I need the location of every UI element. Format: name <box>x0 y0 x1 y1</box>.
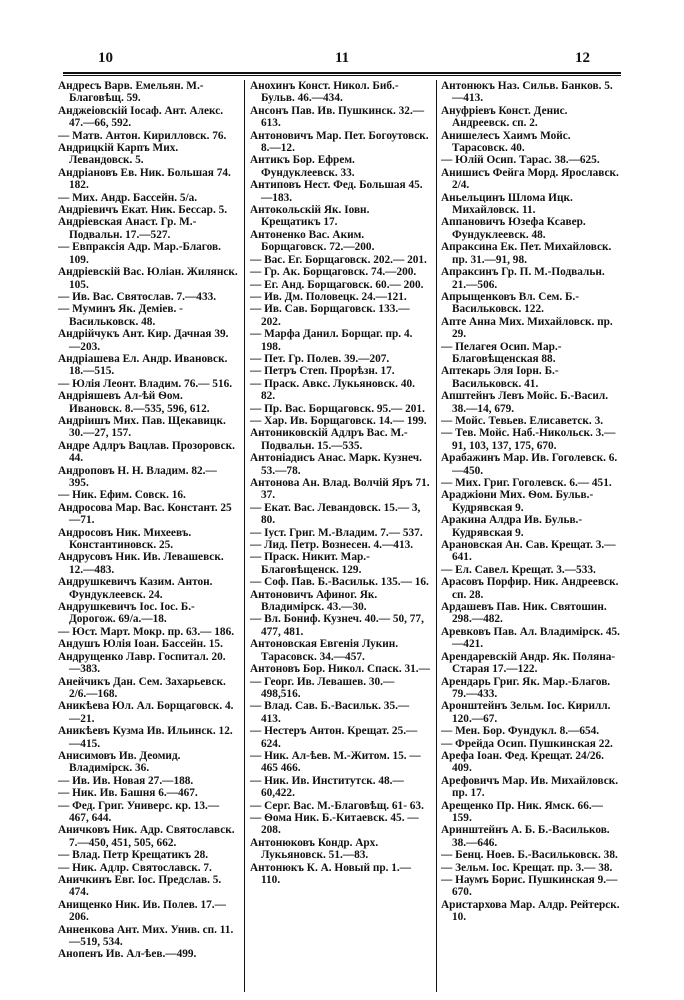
directory-entry: Аревковъ Пав. Ал. Владимірск. 45.—421. <box>441 625 620 651</box>
directory-column-middle <box>250 80 430 995</box>
directory-entry: — Юлія Леонт. Владим. 76.— 516. <box>58 377 233 390</box>
directory-entry: Аникѣева Юл. Ал. Борщаговск. 4. —21. <box>58 700 234 725</box>
page-number-header <box>0 0 684 70</box>
directory-entry: — Марфа Данил. Борщаг. пр. 4. 198. <box>250 328 413 353</box>
directory-entry: — Вас. Ег. Борщаговск. 202.— 201. <box>250 253 427 266</box>
directory-entry: — Гр. Ак. Борщаговск. 74.—200. <box>250 266 417 279</box>
directory-entry: — Пет. Гр. Полев. 39.—207. <box>250 352 390 365</box>
directory-entry: Андріяшевъ Ал-ѣй Ѳом. Ивановск. 8.—535, 596, 612. <box>58 390 210 415</box>
directory-entry: Аничковъ Ник. Адр. Святославск. 7.—450, 451, 505, 662. <box>58 824 235 849</box>
directory-entry: — Праск. Никит. Мар.-Благовѣщенск. 129. <box>250 551 370 576</box>
directory-entry: Андрущенко Лавр. Госпитал. 20. —383. <box>58 650 226 676</box>
directory-column-right <box>441 80 621 995</box>
directory-entry: — Ѳома Ник. Б.-Китаевск. 45. —208. <box>250 811 419 837</box>
directory-entry: Ануфріевъ Конст. Денис. Андреевск. сп. 2. <box>441 104 568 130</box>
directory-entry: Анджеіовскій Іосаф. Ант. Алекс. 47.—66, 592. <box>58 104 224 130</box>
directory-entry: Антоновъ Бор. Никол. Спаск. 31.— <box>250 663 430 676</box>
directory-entry: Андре Адлръ Вацлав. Прозоровск. 44. <box>58 439 235 465</box>
directory-entry: Андрійчукъ Ант. Кир. Дачная 39. —203. <box>58 328 229 353</box>
directory-entry: — Хар. Ив. Борщаговск. 14.— 199. <box>250 414 427 427</box>
directory-entry: Апте Анна Мих. Михайловск. пр. 29. <box>441 315 613 341</box>
directory-entry: Антикъ Бор. Ефрем. Фундуклеевск. 33. <box>250 154 355 179</box>
directory-entry: Андріишъ Мих. Пав. Щекавицк. 30.—27, 157. <box>58 414 226 440</box>
directory-entry: Аронштейнъ Зельм. Іос. Кирилл. 120.—67. <box>441 700 611 725</box>
directory-entry: Арановская Ан. Сав. Крещат. 3.—641. <box>441 539 616 564</box>
directory-entry: — Мих. Андр. Бассейн. 5/а. <box>58 191 198 204</box>
directory-entry: — Фрейда Осип. Пушкинская 22. <box>441 737 613 750</box>
directory-entry: Андрушкевичъ Іос. Іос. Б.-Дорогож. 69/а.—18. <box>58 601 195 626</box>
page-number-right: 12 <box>575 50 590 66</box>
directory-entry: Арефа Іоан. Фед. Крещат. 24/26. 409. <box>441 749 604 775</box>
directory-entry: Антониковскій Адлръ Вас. М.-Подвальн. 15.—535. <box>250 427 408 452</box>
directory-entry: — Наумъ Борис. Пушкинская 9.—670. <box>441 874 618 899</box>
directory-entry: Андріевскій Вас. Юліан. Жилянск. 105. <box>58 266 238 291</box>
directory-entry: — Бенц. Ноев. Б.-Васильковск. 38. <box>441 849 618 862</box>
directory-entry: Антоновичъ Афиног. Як. Владимірск. 43.—30. <box>250 588 378 614</box>
directory-entry: — Екат. Вас. Левандовск. 15.— 3, 80. <box>250 501 421 527</box>
directory-entry: — Праск. Авкс. Лукьяновск. 40. 82. <box>250 377 415 403</box>
directory-entry: — Пелагея Осип. Мар.-Благовѣщенская 88. <box>441 340 562 365</box>
column-divider <box>436 80 437 992</box>
directory-entry: Аптекарь Эля Іорн. Б.-Васильковск. 41. <box>441 365 559 390</box>
directory-entry: — Ник. Ив. Башня 6.—467. <box>58 787 198 800</box>
directory-entry: — Фед. Григ. Универс. кр. 13.— 467, 644. <box>58 799 220 824</box>
directory-entry: Андріановъ Ев. Ник. Большая 74. 182. <box>58 166 231 192</box>
directory-entry: Андріашева Ел. Андр. Ивановск. 18.—515. <box>58 352 228 378</box>
directory-entry: Андрицкій Карпъ Мих. Левандовск. 5. <box>58 142 179 167</box>
directory-entry: — Тев. Мойс. Наб.-Никольск. 3.—91, 103, 137, 175, 670. <box>441 427 616 452</box>
directory-entry: Андросовъ Ник. Михеевъ. Константиновск. 25. <box>58 526 192 552</box>
directory-entry: — Нестеръ Антон. Крещат. 25.— 624. <box>250 725 418 750</box>
directory-entry: Аристархова Мар. Алдр. Рейтерск. 10. <box>441 898 620 924</box>
page-number-left: 10 <box>98 50 113 66</box>
page-number-center: 11 <box>335 50 350 66</box>
directory-entry: — Лид. Петр. Вознесен. 4.—413. <box>250 539 414 552</box>
directory-entry: Арефовичъ Мар. Ив. Михайловск. пр. 17. <box>441 774 619 800</box>
directory-entry: Андріевская Анаст. Гр. М.-Подвальн. 17.—527. <box>58 216 197 241</box>
directory-entry: Анейчикъ Дан. Сем. Захарьевск. 2/6.—168. <box>58 675 226 700</box>
directory-entry: — Вл. Бониф. Кузнеч. 40.— 50, 77, 477, 481. <box>250 613 424 638</box>
directory-entry: — Ег. Анд. Борщаговск. 60.— 200. <box>250 278 424 291</box>
directory-entry: Арещенко Пр. Ник. Ямск. 66.— 159. <box>441 799 603 824</box>
directory-entry: Аринштейнъ А. Б. Б.-Васильков. 38.—646. <box>441 824 610 849</box>
directory-entry: Арендаревскій Андр. Як. Поляна-Старая 17.—122. <box>441 650 616 676</box>
directory-entry: Анишисъ Фейга Морд. Ярославск. 2/4. <box>441 166 619 192</box>
directory-entry: Антонюковъ Кондр. Арх. Лукьяновск. 51.—83. <box>250 836 379 862</box>
directory-entry: Андрушкевичъ Казим. Антон. Фундуклеевск. 24. <box>58 576 213 601</box>
directory-entry: Андрусовъ Ник. Ив. Левашевск. 12.—483. <box>58 551 224 576</box>
directory-entry: — Ел. Савел. Крещат. 3.—533. <box>441 563 596 576</box>
directory-entry: Андроповъ Н. Н. Владим. 82.— 395. <box>58 464 217 489</box>
directory-entry: Антоновичъ Мар. Пет. Богоутовск. 8.—12. <box>250 129 429 155</box>
directory-entry: Аничкинъ Евг. Іос. Предслав. 5. 474. <box>58 874 222 899</box>
directory-entry: Ансонъ Пав. Ив. Пушкинск. 32.— 613. <box>250 104 425 130</box>
directory-entry: Ардашевъ Пав. Ник. Святошин. 298.—482. <box>441 601 607 626</box>
directory-entry: Анненкова Ант. Мих. Унив. сп. 11.—519, 534. <box>58 923 234 949</box>
directory-entry: — Влад. Петр Крещатикъ 28. <box>58 849 209 862</box>
directory-entry: Анисимовъ Ив. Деомид. Владимірск. 36. <box>58 749 181 775</box>
directory-entry: Антиповъ Нест. Фед. Большая 45. —183. <box>250 179 423 204</box>
directory-entry: — Ив. Дм. Половецк. 24.—121. <box>250 290 407 303</box>
directory-entry: — Георг. Ив. Левашев. 30.— 498,516. <box>250 675 395 700</box>
directory-entry: — Петръ Степ. Прорѣзн. 17. <box>250 365 395 378</box>
directory-entry: Аракина Алдра Ив. Бульв.-Кудрявская 9. <box>441 514 583 539</box>
directory-entry: Аникѣевъ Кузма Ив. Ильинск. 12. —415. <box>58 725 233 750</box>
directory-entry: Аппановичъ Юзефа Ксавер. Фундуклеевск. 48. <box>441 216 586 241</box>
directory-entry: — Пр. Вас. Борщаговск. 95.— 201. <box>250 402 425 415</box>
directory-entry: — Ник. Ив. Институтск. 48.— 60,422. <box>250 774 404 800</box>
directory-entry: Антоніадисъ Анас. Марк. Кузнеч. 53.—78. <box>250 452 422 477</box>
directory-entry: — Серг. Вас. М.-Благовѣщ. 61- 63. <box>250 799 424 812</box>
directory-entry: Аньельцинъ Шлома Ицк. Михайловск. 11. <box>441 191 573 217</box>
header-rule-thin <box>63 75 621 76</box>
directory-entry: — Муминъ Як. Деміев. - Васильковск. 48. <box>58 303 183 328</box>
directory-column-left <box>58 80 238 995</box>
directory-entry: — Матв. Антон. Кирилловск. 76. <box>58 129 227 142</box>
directory-entry: Анохинъ Конст. Никол. Биб.-Бульв. 46.—434. <box>250 80 399 105</box>
directory-entry: — Мен. Бор. Фундукл. 8.—654. <box>441 725 600 738</box>
directory-entry: Апраксинъ Гр. П. М.-Подвальн. 21.—506. <box>441 266 605 291</box>
directory-entry: Антонюкъ Наз. Сильв. Банков. 5.—413. <box>441 80 613 105</box>
directory-entry: Апштейнъ Левъ Мойс. Б.-Васил. 38.—14, 679. <box>441 390 609 415</box>
directory-entry: — Іуст. Григ. М.-Владим. 7.— 537. <box>250 526 423 539</box>
directory-entry: — Ив. Вас. Святослав. 7.—433. <box>58 290 217 303</box>
directory-entry: Андресъ Варв. Емельян. М.-Благовѣщ. 59. <box>58 80 204 105</box>
directory-entry: Антоновская Евгенія Лукин. Тарасовск. 34.—457. <box>250 638 399 663</box>
directory-entry: Арабажинъ Мар. Ив. Гоголевск. 6.—450. <box>441 452 618 477</box>
directory-entry: Арендарь Григ. Як. Мар.-Благов. 79.—433. <box>441 675 611 700</box>
directory-entry: — Ив. Ив. Новая 27.—188. <box>58 774 194 787</box>
directory-entry: Анишелесъ Хаимъ Мойс. Тарасовск. 40. <box>441 129 571 155</box>
directory-entry: Андушъ Юлія Іоан. Бассейн. 15. <box>58 638 223 651</box>
directory-entry: — Мих. Григ. Гоголевск. 6.— 451. <box>441 477 612 489</box>
directory-entry: — Ник. Адлр. Святославск. 7. <box>58 861 212 874</box>
directory-entry: — Соф. Пав. Б.-Васильк. 135.— 16. <box>250 576 429 589</box>
directory-entry: — Зельм. Іос. Крещат. пр. 3.— 38. <box>441 861 613 874</box>
directory-entry: — Влад. Сав. Б.-Васильк. 35.— 413. <box>250 700 410 725</box>
header-rule <box>63 72 621 74</box>
directory-entry: Апрыщенковъ Вл. Сем. Б.-Васильковск. 122. <box>441 290 580 316</box>
directory-entry: Араджіони Мих. Ѳом. Бульв.-Кудрявская 9. <box>441 489 594 514</box>
directory-entry: — Юлій Осип. Тарас. 38.—625. <box>441 154 600 167</box>
directory-entry: — Ив. Сав. Борщаговск. 133.— 202. <box>250 303 410 328</box>
directory-entry: — Ник. Ефим. Совск. 16. <box>58 489 186 502</box>
directory-entry: Антокольскій Як. Іовн. Крещатикъ 17. <box>250 204 370 229</box>
directory-entry: — Евпраксія Адр. Мар.-Благов. 109. <box>58 241 221 266</box>
directory-entry: — Юст. Март. Мокр. пр. 63.— 186. <box>58 625 235 638</box>
directory-entry: Арасовъ Порфир. Ник. Андреевск. сп. 28. <box>441 576 619 601</box>
directory-entry: Анопенъ Ив. Ал-ѣев.—499. <box>58 948 197 961</box>
directory-entry: Антонова Ан. Влад. Волчій Яръ 71. 37. <box>250 477 430 502</box>
directory-entry: — Ник. Ал-ѣев. М.-Житом. 15. —465 466. <box>250 749 421 775</box>
directory-entry: Антонюкъ К. А. Новый пр. 1.— 110. <box>250 861 412 886</box>
directory-entry: Анищенко Ник. Ив. Полев. 17.— 206. <box>58 898 226 924</box>
directory-entry: — Мойс. Тевьев. Елисаветск. 3. <box>441 414 604 427</box>
directory-entry: Андріевичъ Екат. Ник. Бессар. 5. <box>58 204 228 217</box>
directory-entry: Антоненко Вас. Аким. Борщаговск. 72.—200. <box>250 228 375 254</box>
directory-entry: Апраксина Ек. Пет. Михайловск. пр. 31.—91, 98. <box>441 241 612 266</box>
column-divider <box>244 80 245 992</box>
directory-entry: Андросова Мар. Вас. Констант. 25—71. <box>58 501 232 527</box>
